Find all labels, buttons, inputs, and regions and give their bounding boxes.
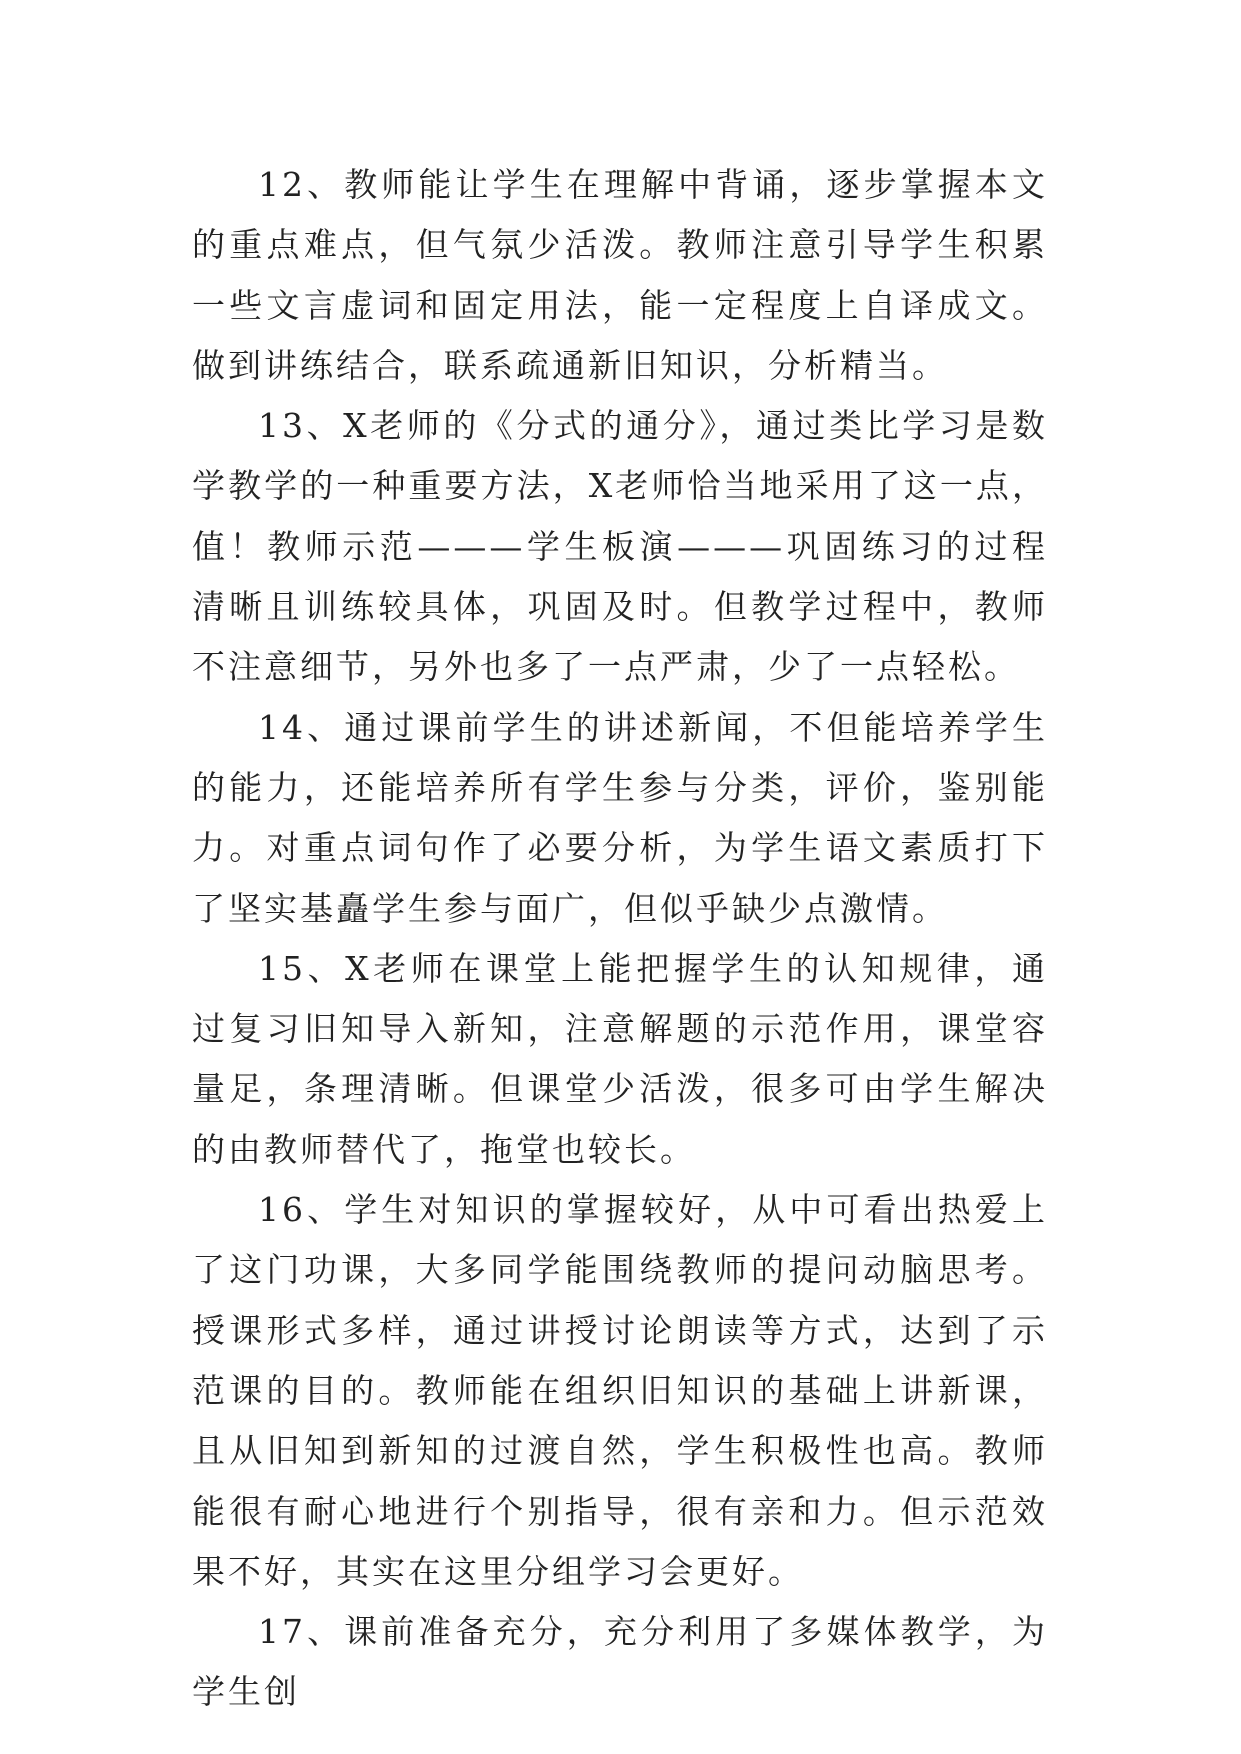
paragraph-13: 13、X老师的《分式的通分》，通过类比学习是数学教学的一种重要方法，X老师恰当地采用了这一点，值！教师示范———学生板演———巩固练习的过程清晰且训练较具体，巩固及时。但教学过程中，教师不注意细节，另外也多了一点严肃，少了一点轻松。 xyxy=(192,406,1048,687)
paragraph-15: 15、X老师在课堂上能把握学生的认知规律，通过复习旧知导入新知，注意解题的示范作用，课堂容量足，条理清晰。但课堂少活泼，很多可由学生解决的由教师替代了，拖堂也较长。 xyxy=(192,948,1048,1169)
paragraph-12: 12、教师能让学生在理解中背诵，逐步掌握本文的重点难点，但气氛少活泼。教师注意引导学生积累一些文言虚词和固定用法，能一定程度上自译成文。做到讲练结合，联系疏通新旧知识，分析精当。 xyxy=(192,165,1048,385)
paragraph-16: 16、学生对知识的掌握较好，从中可看出热爱上了这门功课，大多同学能围绕教师的提问动脑思考。授课形式多样，通过讲授讨论朗读等方式，达到了示范课的目的。教师能在组织旧知识的基础上讲新课，且从旧知到新知的过渡自然，学生积极性也高。教师能很有耐心地进行个别指导，很有亲和力。但示范效果不好，其实在这里分组学习会更好。 xyxy=(192,1190,1048,1591)
paragraph-14: 14、通过课前学生的讲述新闻，不但能培养学生的能力，还能培养所有学生参与分类，评价，鉴别能力。对重点词句作了必要分析，为学生语文素质打下了坚实基矗学生参与面广，但似乎缺少点激情。 xyxy=(192,707,1048,928)
paragraph-17: 17、课前准备充分，充分利用了多媒体教学，为学生创 xyxy=(192,1612,1048,1712)
document-body xyxy=(192,155,1048,1723)
